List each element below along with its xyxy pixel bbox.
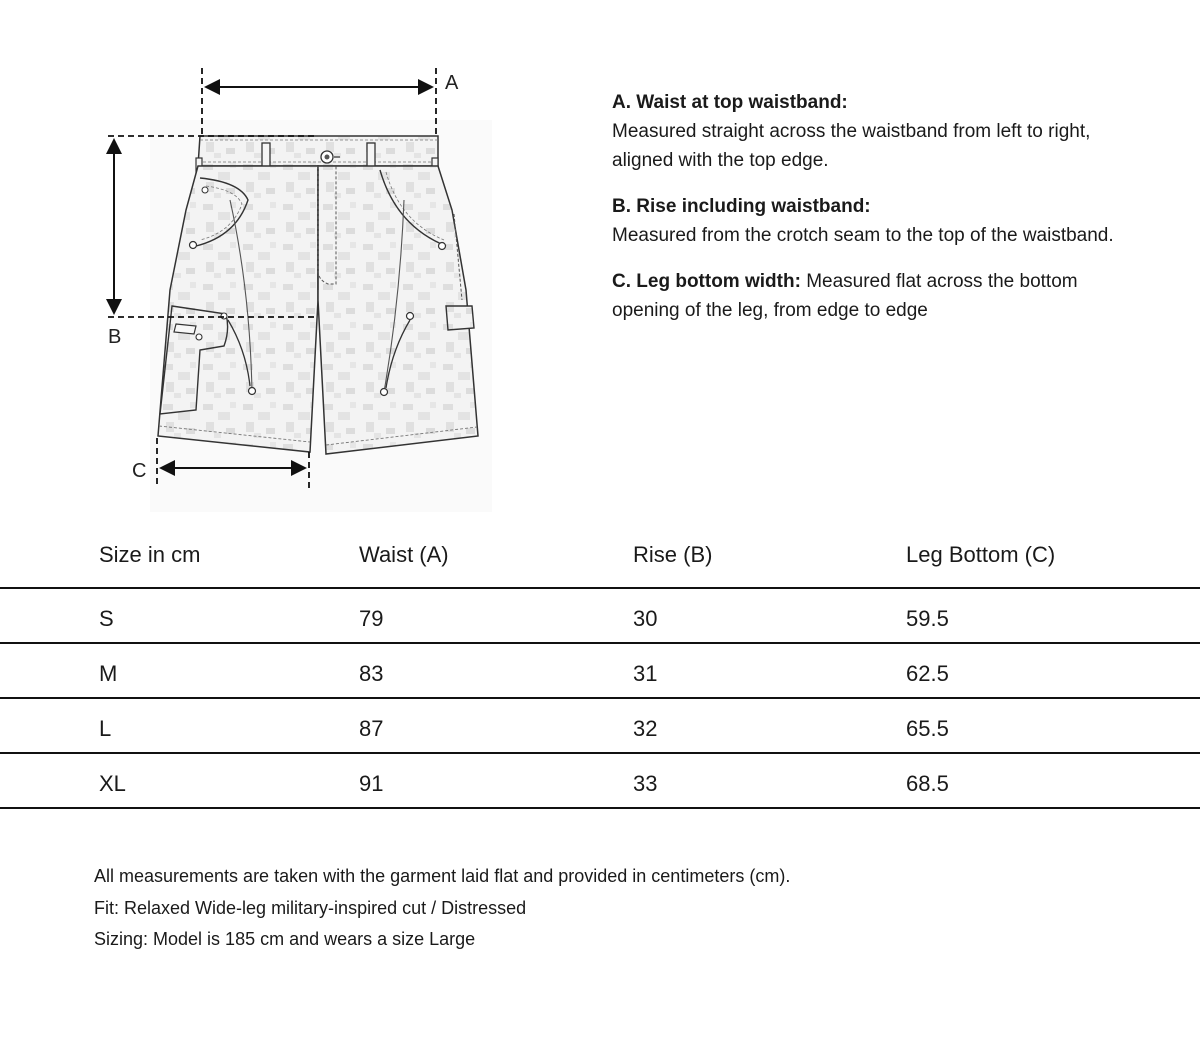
fit-notes [94, 861, 1094, 956]
table-row [0, 589, 1200, 644]
table-header-size: Size in cm [99, 542, 201, 567]
description-waist [612, 88, 1132, 175]
description-title: C. Leg bottom width: [612, 271, 801, 292]
shorts-measurement-diagram [0, 0, 560, 520]
description-title: A. Waist at top waistband: [612, 92, 848, 113]
table-header-leg-bottom: Leg Bottom (C) [906, 542, 1056, 567]
table-header-row [0, 530, 1200, 589]
table-cell-leg-bottom: 62.5 [906, 661, 949, 686]
description-text: Measured flat across the bottom opening of the leg, from edge to edge [612, 271, 1078, 321]
table-header-rise: Rise (B) [633, 542, 713, 567]
note-sizing: Sizing: Model is 185 cm and wears a size Large [94, 929, 476, 949]
description-title: B. Rise including waistband: [612, 196, 871, 217]
table-cell-size: S [99, 606, 114, 631]
table-cell-rise: 31 [633, 661, 658, 686]
table-cell-size: M [99, 661, 118, 686]
shorts-flat-sketch-icon [0, 0, 560, 520]
table-cell-size: L [99, 716, 112, 741]
dimension-label-a: A [445, 72, 459, 94]
size-table [0, 530, 1200, 809]
table-cell-size: XL [99, 771, 126, 796]
measurement-descriptions [612, 88, 1132, 342]
table-cell-waist: 83 [359, 661, 384, 686]
table-cell-waist: 79 [359, 606, 384, 631]
description-rise [612, 192, 1132, 250]
dimension-label-b: B [108, 326, 122, 348]
table-cell-rise: 30 [633, 606, 658, 631]
note-fit: Fit: Relaxed Wide-leg military-inspired cut / Distressed [94, 897, 527, 918]
table-cell-waist: 87 [359, 716, 384, 741]
table-header-waist: Waist (A) [359, 542, 449, 567]
table-cell-rise: 33 [633, 771, 658, 796]
table-cell-rise: 32 [633, 716, 658, 741]
description-leg-bottom [612, 267, 1132, 325]
table-row [0, 644, 1200, 699]
note-measurements: All measurements are taken with the garment laid flat and provided in centimeters (cm). [94, 866, 791, 886]
table-cell-leg-bottom: 59.5 [906, 606, 949, 631]
table-row [0, 754, 1200, 809]
table-cell-leg-bottom: 68.5 [906, 771, 949, 796]
table-cell-leg-bottom: 65.5 [906, 716, 949, 741]
description-text: Measured from the crotch seam to the top of the waistband. [612, 225, 1114, 246]
table-row [0, 699, 1200, 754]
table-cell-waist: 91 [359, 771, 384, 796]
dimension-label-c: C [132, 460, 147, 482]
description-text: Measured straight across the waistband from left to right, aligned with the top edge. [612, 121, 1091, 171]
